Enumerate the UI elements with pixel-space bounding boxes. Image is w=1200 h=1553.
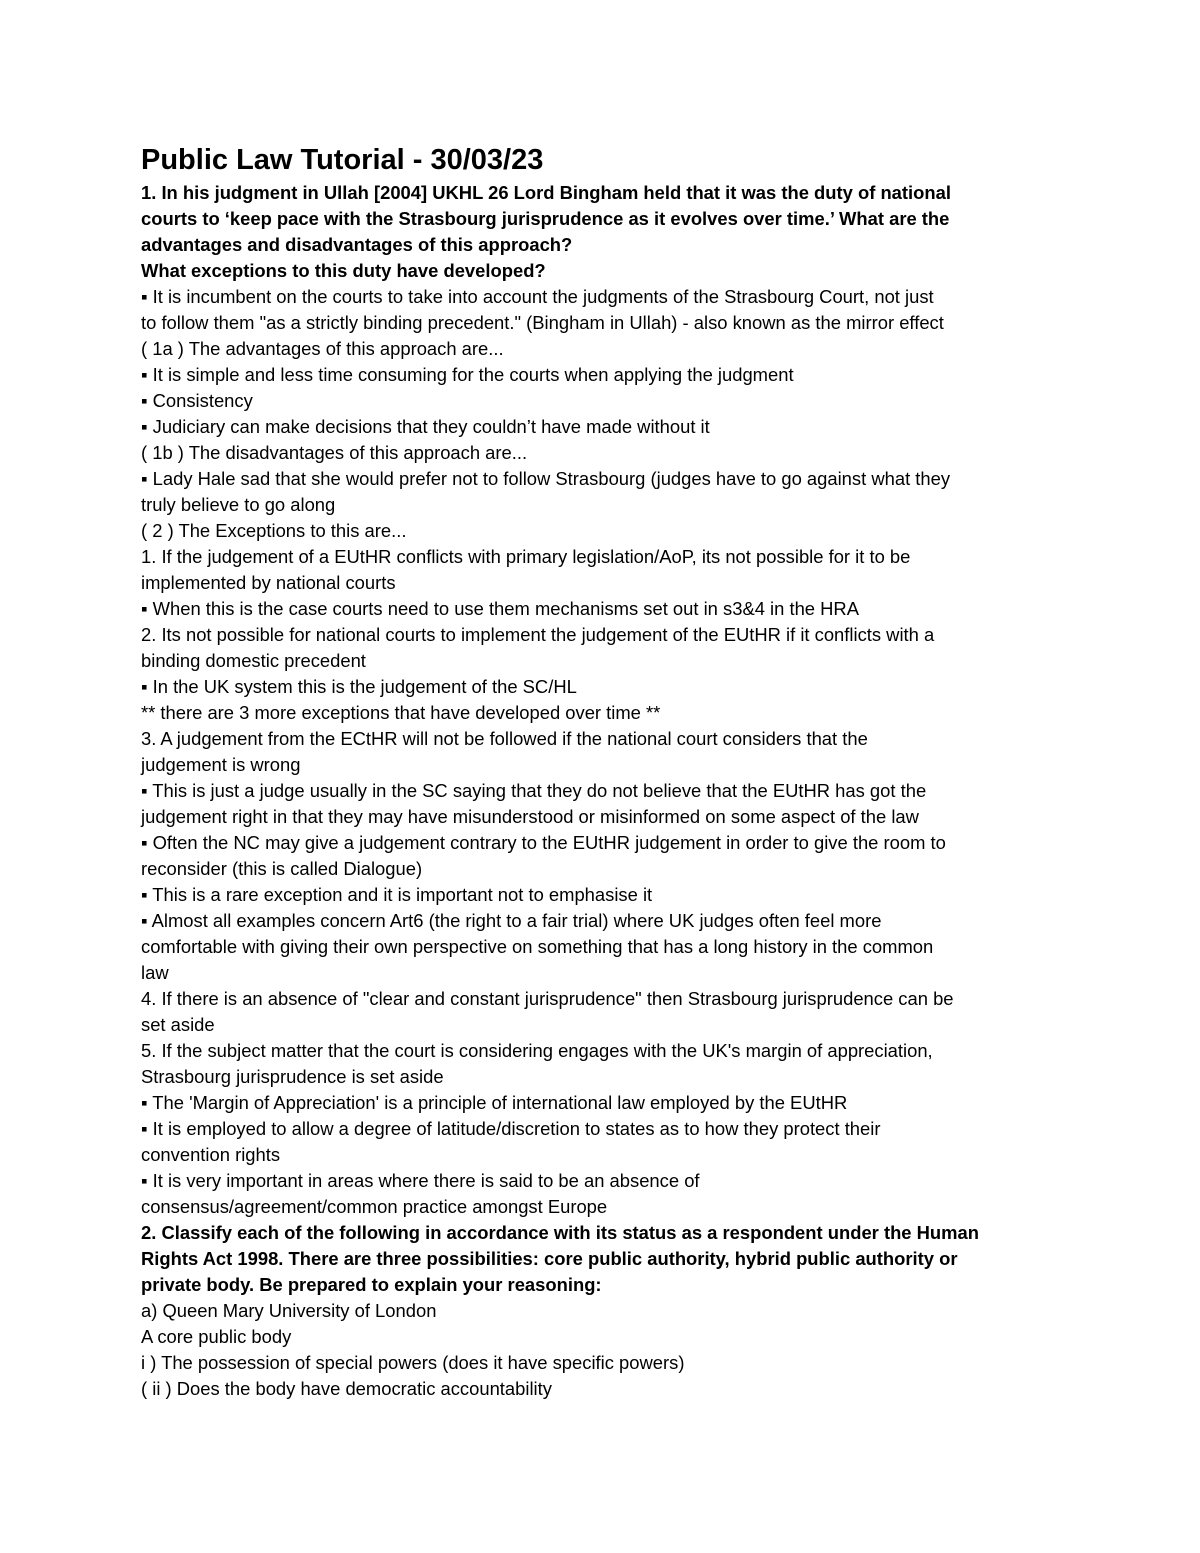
answer-text-line: ▪ When this is the case courts need to use them mechanisms set out in s3&4 in the HRA bbox=[141, 598, 859, 619]
answer-text-line: 4. If there is an absence of "clear and constant jurisprudence" then Strasbourg jurisprudence can be bbox=[141, 988, 954, 1009]
question-text-line: advantages and disadvantages of this approach? bbox=[141, 234, 573, 255]
answer-text-line: ( 1a ) The advantages of this approach are... bbox=[141, 338, 504, 359]
document-title: Public Law Tutorial - 30/03/23 bbox=[141, 144, 544, 176]
answer-text-line: binding domestic precedent bbox=[141, 650, 366, 671]
answer-text-line: ▪ It is employed to allow a degree of latitude/discretion to states as to how they protect their bbox=[141, 1118, 881, 1139]
question-text-line: private body. Be prepared to explain your reasoning: bbox=[141, 1274, 602, 1295]
answer-text-line: ( 1b ) The disadvantages of this approach are... bbox=[141, 442, 528, 463]
answer-text-line: comfortable with giving their own perspective on something that has a long history in the common bbox=[141, 936, 934, 957]
answer-text-line: ▪ This is a rare exception and it is important not to emphasise it bbox=[141, 884, 653, 905]
answer-text-line: consensus/agreement/common practice amongst Europe bbox=[141, 1196, 608, 1217]
answer-text-line: reconsider (this is called Dialogue) bbox=[141, 858, 423, 879]
answer-text-line: ( 2 ) The Exceptions to this are... bbox=[141, 520, 407, 541]
document-page bbox=[141, 140, 1041, 1402]
question-text-line: courts to ‘keep pace with the Strasbourg jurisprudence as it evolves over time.’ What are the bbox=[141, 208, 950, 229]
answer-text-line: 2. Its not possible for national courts to implement the judgement of the EUtHR if it conflicts with a bbox=[141, 624, 935, 645]
answer-text-line: a) Queen Mary University of London bbox=[141, 1300, 437, 1321]
answer-text-line: ▪ It is very important in areas where there is said to be an absence of bbox=[141, 1170, 700, 1191]
answer-text-line: ▪ The 'Margin of Appreciation' is a principle of international law employed by the EUtHR bbox=[141, 1092, 848, 1113]
answer-text-line: 3. A judgement from the ECtHR will not be followed if the national court considers that the bbox=[141, 728, 868, 749]
answer-text-line: implemented by national courts bbox=[141, 572, 396, 593]
answer-text-line: convention rights bbox=[141, 1144, 281, 1165]
answer-text-line: ▪ Consistency bbox=[141, 390, 253, 411]
question-text-line: What exceptions to this duty have developed? bbox=[141, 260, 546, 281]
answer-text-line: A core public body bbox=[141, 1326, 292, 1347]
answer-text-line: ▪ It is incumbent on the courts to take into account the judgments of the Strasbourg Court, not just bbox=[141, 286, 934, 307]
answer-text-line: i ) The possession of special powers (does it have specific powers) bbox=[141, 1352, 685, 1373]
answer-text-line: 5. If the subject matter that the court is considering engages with the UK's margin of appreciation, bbox=[141, 1040, 933, 1061]
answer-text-line: ** there are 3 more exceptions that have developed over time ** bbox=[141, 702, 661, 723]
answer-text-line: ▪ This is just a judge usually in the SC saying that they do not believe that the EUtHR has got the bbox=[141, 780, 927, 801]
answer-text-line: ▪ Often the NC may give a judgement contrary to the EUtHR judgement in order to give the room to bbox=[141, 832, 946, 853]
answer-text-line: ▪ Almost all examples concern Art6 (the right to a fair trial) where UK judges often feel more bbox=[141, 910, 882, 931]
answer-text-line: law bbox=[141, 962, 169, 983]
answer-text-line: judgement right in that they may have misunderstood or misinformed on some aspect of the law bbox=[141, 806, 919, 827]
document-body bbox=[141, 180, 1041, 1402]
answer-text-line: ( ii ) Does the body have democratic accountability bbox=[141, 1378, 552, 1399]
answer-text-line: 1. If the judgement of a EUtHR conflicts with primary legislation/AoP, its not possible for it to be bbox=[141, 546, 911, 567]
question-text-line: 2. Classify each of the following in accordance with its status as a respondent under the Human bbox=[141, 1222, 979, 1243]
answer-text-line: judgement is wrong bbox=[141, 754, 301, 775]
answer-text-line: Strasbourg jurisprudence is set aside bbox=[141, 1066, 444, 1087]
question-text-line: 1. In his judgment in Ullah [2004] UKHL 26 Lord Bingham held that it was the duty of national bbox=[141, 182, 951, 203]
answer-text-line: to follow them "as a strictly binding precedent." (Bingham in Ullah) - also known as the mirror effect bbox=[141, 312, 944, 333]
question-text-line: Rights Act 1998. There are three possibilities: core public authority, hybrid public authority or bbox=[141, 1248, 958, 1269]
answer-text-line: ▪ It is simple and less time consuming for the courts when applying the judgment bbox=[141, 364, 794, 385]
answer-text-line: ▪ Judiciary can make decisions that they couldn’t have made without it bbox=[141, 416, 710, 437]
answer-text-line: ▪ In the UK system this is the judgement of the SC/HL bbox=[141, 676, 577, 697]
answer-text-line: truly believe to go along bbox=[141, 494, 336, 515]
answer-text-line: ▪ Lady Hale sad that she would prefer not to follow Strasbourg (judges have to go against what they bbox=[141, 468, 951, 489]
answer-text-line: set aside bbox=[141, 1014, 215, 1035]
